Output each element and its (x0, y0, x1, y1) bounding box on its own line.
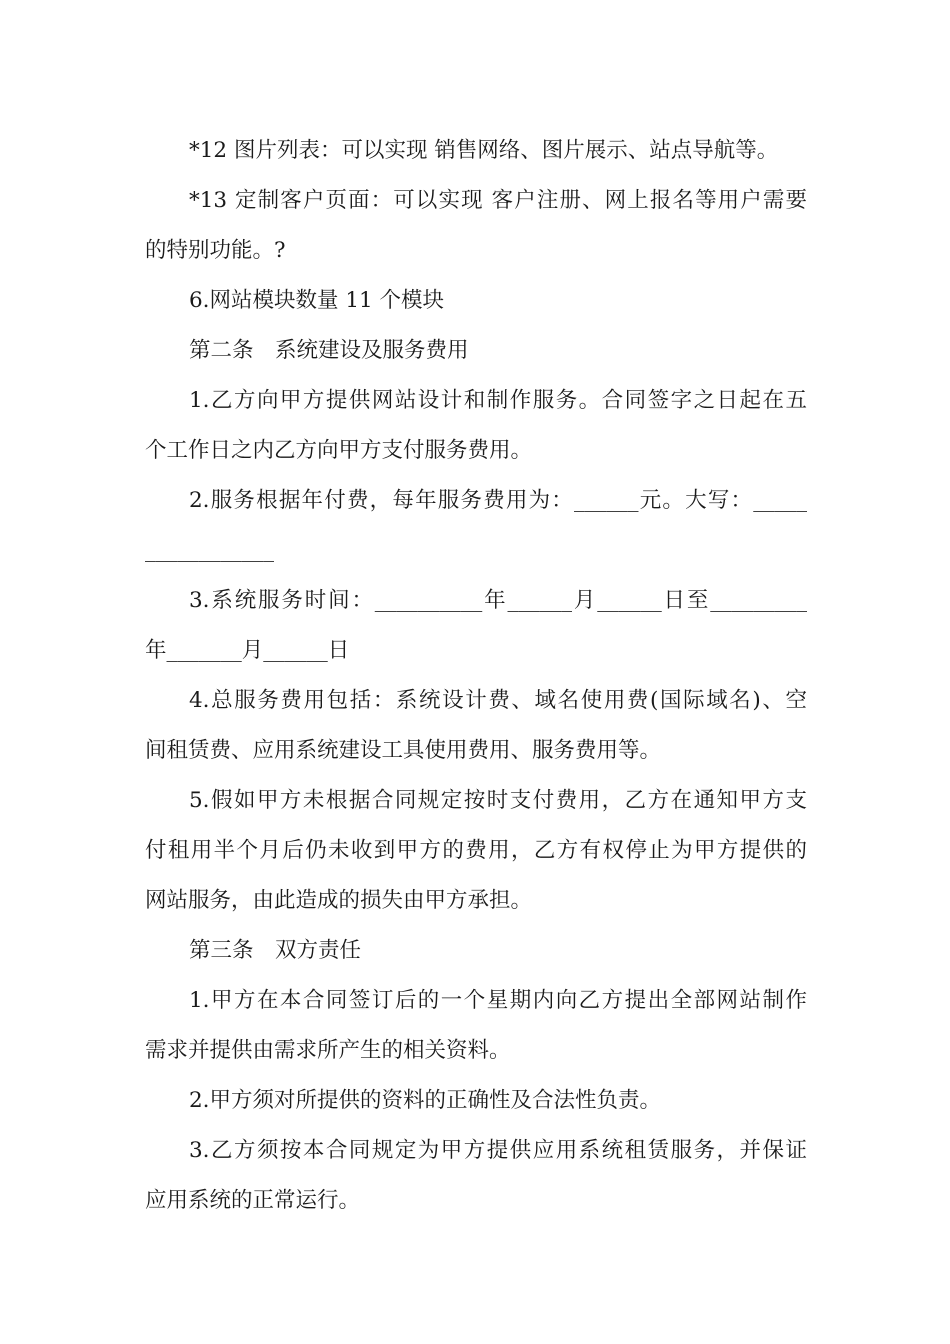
article-2-clause-3: 3.系统服务时间：__________年______月______日至_________ (189, 588, 807, 613)
item-13-continuation: 的特别功能。? (145, 238, 286, 263)
article-2-heading: 第二条 系统建设及服务费用 (189, 338, 469, 363)
article-2-clause-4: 4.总服务费用包括：系统设计费、域名使用费(国际域名)、空 (189, 688, 807, 713)
article-2-clause-3-cont: 年_______月______日 (145, 638, 350, 663)
article-2-clause-4-cont: 间租赁费、应用系统建设工具使用费用、服务费用等。 (145, 738, 662, 763)
item-13-line: *13 定制客户页面：可以实现 客户注册、网上报名等用户需要 (189, 188, 807, 213)
article-2-clause-2-cont: ____________ (145, 538, 274, 563)
article-2-clause-5-cont-2: 网站服务，由此造成的损失由甲方承担。 (145, 888, 533, 913)
article-3-heading: 第三条 双方责任 (189, 938, 362, 963)
article-3-clause-3: 3.乙方须按本合同规定为甲方提供应用系统租赁服务，并保证 (189, 1138, 807, 1163)
article-2-clause-5: 5.假如甲方未根据合同规定按时支付费用，乙方在通知甲方支 (189, 788, 807, 813)
article-2-clause-5-cont-1: 付租用半个月后仍未收到甲方的费用，乙方有权停止为甲方提供的 (145, 838, 807, 863)
article-2-clause-1: 1.乙方向甲方提供网站设计和制作服务。合同签字之日起在五 (189, 388, 807, 413)
module-count-line: 6.网站模块数量 11 个模块 (189, 288, 445, 313)
article-3-clause-1: 1.甲方在本合同签订后的一个星期内向乙方提出全部网站制作 (189, 988, 807, 1013)
item-12-line: *12 图片列表：可以实现 销售网络、图片展示、站点导航等。 (189, 138, 779, 163)
article-3-clause-2: 2.甲方须对所提供的资料的正确性及合法性负责。 (189, 1088, 662, 1113)
article-3-clause-1-cont: 需求并提供由需求所产生的相关资料。 (145, 1038, 511, 1063)
article-2-clause-2: 2.服务根据年付费，每年服务费用为：______元。大写：_____ (189, 488, 807, 513)
article-3-clause-3-cont: 应用系统的正常运行。 (145, 1188, 361, 1213)
article-2-clause-1-cont: 个工作日之内乙方向甲方支付服务费用。 (145, 438, 533, 463)
